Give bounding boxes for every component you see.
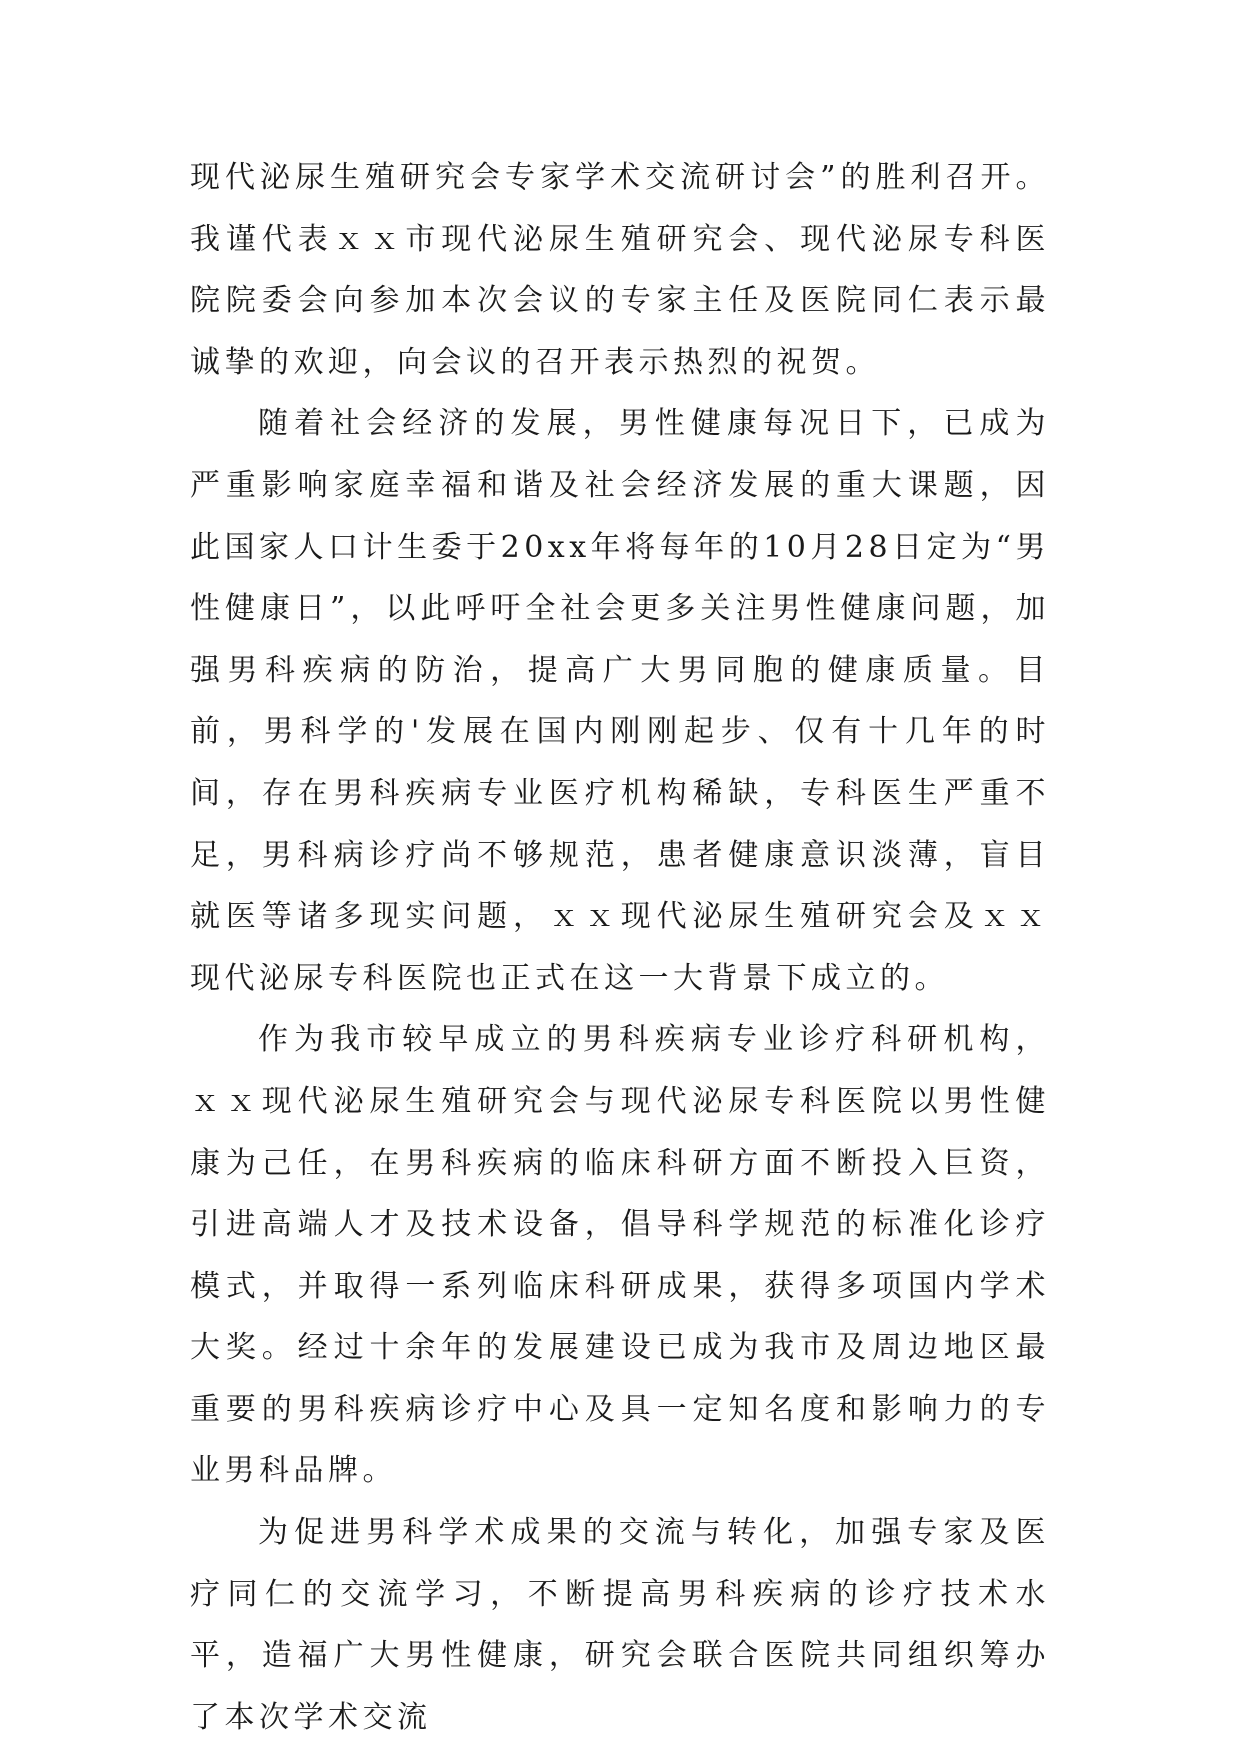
paragraph-conference-purpose: 为促进男科学术成果的交流与转化，加强专家及医疗同仁的交流学习，不断提高男科疾病的诊疗技术水平，造福广大男性健康，研究会联合医院共同组织筹办了本次学术交流 <box>190 1515 1050 1735</box>
paragraph-mens-health-background: 随着社会经济的发展，男性健康每况日下，已成为严重影响家庭幸福和谐及社会经济发展的重大课题，因此国家人口计生委于20xx年将每年的10月28日定为“男性健康日”，以此呼吁全社会更多关注男性健康问题，加强男科疾病的防治，提高广大男同胞的健康质量。目前，男科学的'发展在国内刚刚起步、仅有十几年的时间，存在男科疾病专业医疗机构稀缺，专科医生严重不足，男科病诊疗尚不够规范，患者健康意识淡薄，盲目就医等诸多现实问题，ｘｘ现代泌尿生殖研究会及ｘｘ现代泌尿专科医院也正式在这一大背景下成立的。 <box>190 406 1050 996</box>
paragraph-institution-overview: 作为我市较早成立的男科疾病专业诊疗科研机构，ｘｘ现代泌尿生殖研究会与现代泌尿专科医院以男性健康为己任，在男科疾病的临床科研方面不断投入巨资，引进高端人才及技术设备，倡导科学规范的标准化诊疗模式，并取得一系列临床科研成果，获得多项国内学术大奖。经过十余年的发展建设已成为我市及周边地区最重要的男科疾病诊疗中心及具一定知名度和影响力的专业男科品牌。 <box>190 1022 1050 1489</box>
paragraph-continuation: 现代泌尿生殖研究会专家学术交流研讨会”的胜利召开。我谨代表ｘｘ市现代泌尿生殖研究会、现代泌尿专科医院院委会向参加本次会议的专家主任及医院同仁表示最诚挚的欢迎，向会议的召开表示热烈的祝贺。 <box>190 160 1050 380</box>
document-body <box>190 147 1050 1748</box>
